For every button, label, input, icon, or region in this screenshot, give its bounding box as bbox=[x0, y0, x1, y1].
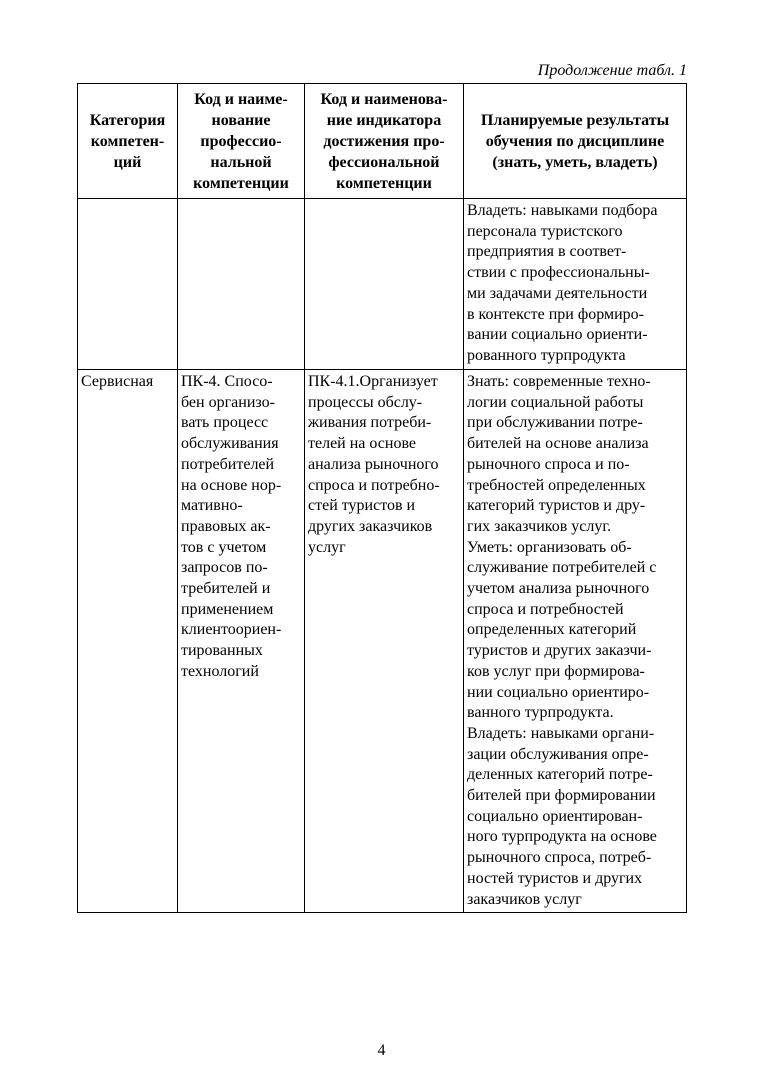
table-caption: Продолжение табл. 1 bbox=[537, 62, 687, 79]
cell-category bbox=[78, 199, 178, 370]
cell-indicator: ПК-4.1.Организует процессы обслу- живания потреби- телей на основе анализа рыночного спроса и потребно- стей туристов и других заказчиков услуг bbox=[305, 370, 464, 913]
cell-results: Знать: современные техно- логии социальной работы при обслуживании потре- бителей на основе анализа рыночного спроса и по- требностей определенных категорий туристов и дру- гих заказчиков услуг. Уметь: организовать об- служивание потребителей с учетом анализа рыночного спроса и потребностей определенных категорий туристов и других заказчи- ков услуг при формирова- нии социально ориентиро- ванного турпродукта. Владеть: навыками органи- зации обслуживания опре- деленных категорий потре- бителей при формировании социально ориентирован- ного турпродукта на основе рыночного спроса, потреб- ностей туристов и других заказчиков услуг bbox=[464, 370, 687, 913]
cell-category: Сервисная bbox=[78, 370, 178, 913]
header-competence-code: Код и наиме- нование профессио- нальной компетенции bbox=[178, 84, 305, 199]
cell-results: Владеть: навыками подбора персонала туристского предприятия в соответ- ствии с профессиональны- ми задачами деятельности в контексте при формиро- вании социально ориенти- рованного турпродукта bbox=[464, 199, 687, 370]
header-category: Категория компетен- ций bbox=[78, 84, 178, 199]
competence-table bbox=[77, 83, 687, 913]
header-indicator-code: Код и наименова- ние индикатора достижения про- фессиональной компетенции bbox=[305, 84, 464, 199]
cell-competence: ПК-4. Спосо- бен организо- вать процесс обслуживания потребителей на основе нор- мативно- правовых ак- тов с учетом запросов по- требителей и применением клиентоориен- тированных технологий bbox=[178, 370, 305, 913]
cell-competence bbox=[178, 199, 305, 370]
header-planned-results: Планируемые результаты обучения по дисциплине (знать, уметь, владеть) bbox=[464, 84, 687, 199]
page-number: 4 bbox=[377, 1042, 386, 1059]
table-row bbox=[78, 199, 687, 370]
table-row bbox=[78, 370, 687, 913]
cell-indicator bbox=[305, 199, 464, 370]
header-row bbox=[78, 84, 687, 199]
